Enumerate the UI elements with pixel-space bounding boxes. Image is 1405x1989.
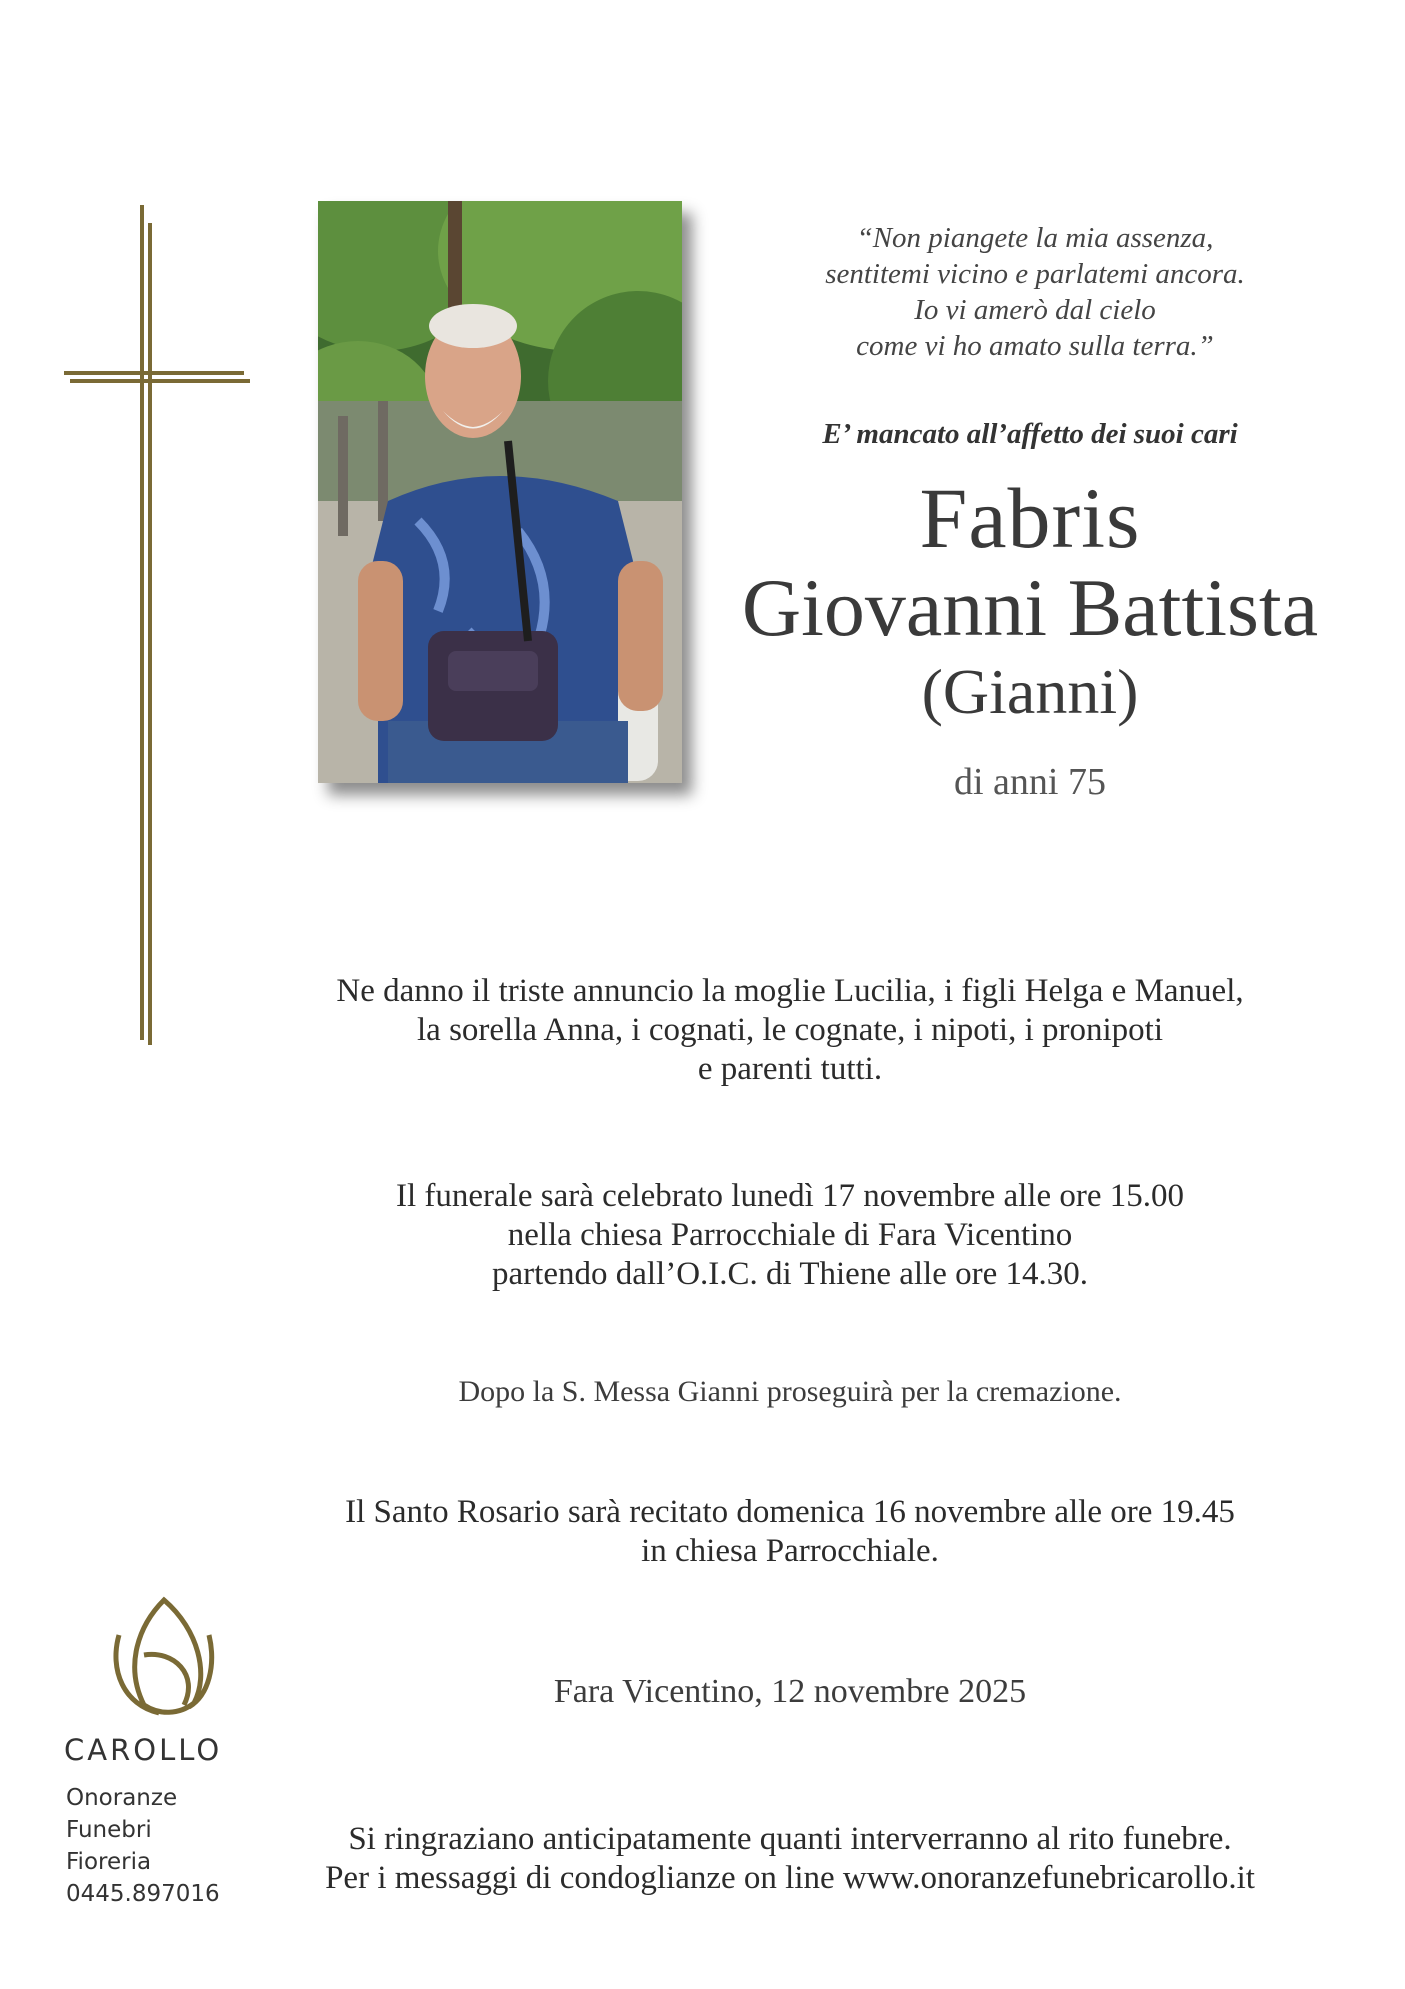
rosary-info xyxy=(200,1493,1380,1571)
intro-line: E’ mancato all’affetto dei suoi cari xyxy=(822,418,1238,450)
brand-line: Fioreria xyxy=(66,1849,152,1875)
quote-line: sentitemi vicino e parlatemi ancora. xyxy=(825,258,1245,290)
family-announcement xyxy=(200,972,1380,1089)
lotus-logo-icon xyxy=(64,1595,264,1725)
deceased-nickname: (Gianni) xyxy=(921,656,1139,727)
deceased-surname: Fabris xyxy=(919,470,1141,566)
thanks-note xyxy=(200,1820,1380,1898)
brand-phone: 0445.897016 xyxy=(66,1881,220,1907)
funeral-line: partendo dall’O.I.C. di Thiene alle ore 14.30. xyxy=(492,1256,1088,1292)
thanks-line: Per i messaggi di condoglianze on line www.onoranzefunebricarollo.it xyxy=(325,1860,1255,1896)
funeral-line: Il funerale sarà celebrato lunedì 17 novembre alle ore 15.00 xyxy=(396,1178,1184,1214)
cross-icon xyxy=(60,205,260,1045)
announcement-line: Ne danno il triste annuncio la moglie Lucilia, i figli Helga e Manuel, xyxy=(336,973,1244,1009)
place-date: Fara Vicentino, 12 novembre 2025 xyxy=(553,1673,1027,1710)
deceased-age: di anni 75 xyxy=(954,761,1106,803)
deceased-given-name: Giovanni Battista xyxy=(741,562,1319,653)
rosary-line: Il Santo Rosario sarà recitato domenica 16 novembre alle ore 19.45 xyxy=(345,1494,1235,1530)
rosary-line: in chiesa Parrocchiale. xyxy=(641,1533,939,1569)
announcement-line: e parenti tutti. xyxy=(697,1051,883,1087)
quote-line: come vi ho amato sulla terra.” xyxy=(856,330,1214,362)
quote-line: Io vi amerò dal cielo xyxy=(914,294,1156,326)
memorial-quote xyxy=(760,220,1310,364)
cremation-note: Dopo la S. Messa Gianni proseguirà per la cremazione. xyxy=(458,1375,1122,1408)
brand-name: CAROLLO xyxy=(64,1733,223,1767)
brand-details xyxy=(66,1782,220,1910)
announcement-line: la sorella Anna, i cognati, le cognate, i nipoti, i pronipoti xyxy=(417,1012,1163,1048)
quote-line: “Non piangete la mia assenza, xyxy=(856,222,1214,254)
thanks-line: Si ringraziano anticipatamente quanti interverranno al rito funebre. xyxy=(348,1821,1232,1857)
deceased-photo xyxy=(318,201,682,783)
funeral-info xyxy=(200,1177,1380,1294)
brand-line: Funebri xyxy=(66,1817,152,1843)
brand-line: Onoranze xyxy=(66,1785,178,1811)
funeral-line: nella chiesa Parrocchiale di Fara Vicentino xyxy=(507,1217,1073,1253)
